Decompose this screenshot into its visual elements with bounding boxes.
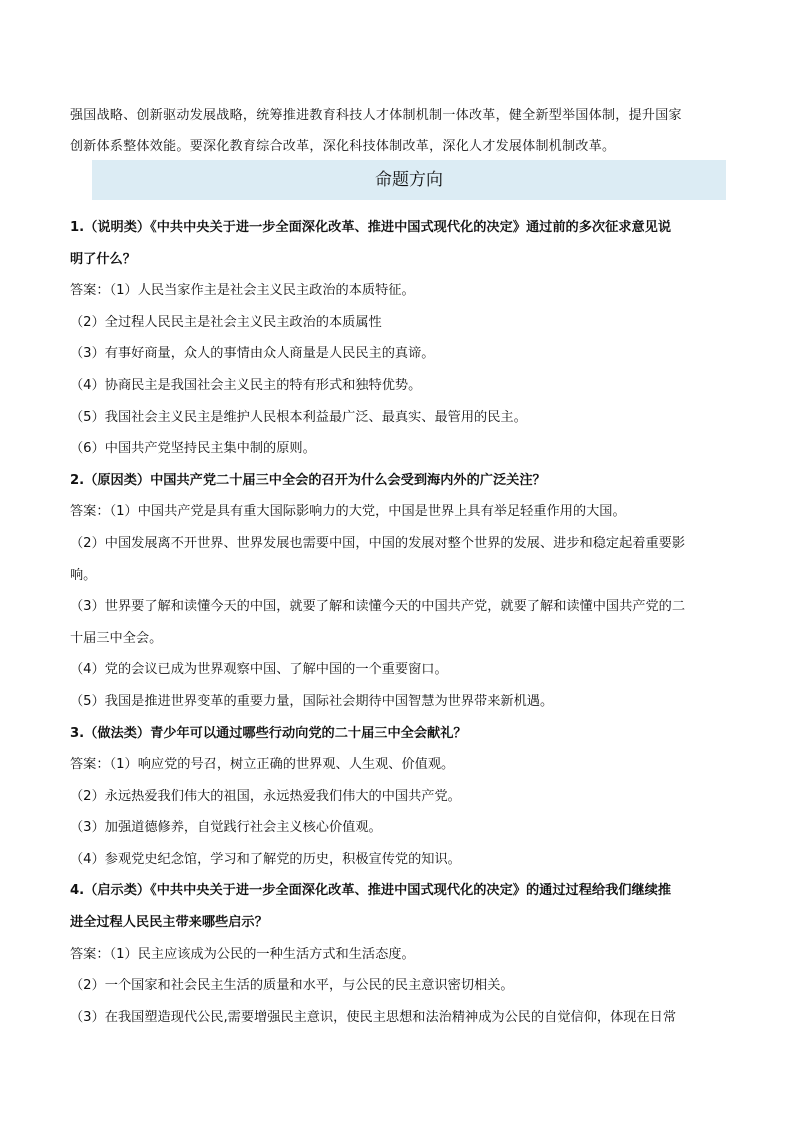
answer-line: （2）一个国家和社会民主生活的质量和水平，与公民的民主意识密切相关。 [70,978,514,994]
question-list [70,212,726,1033]
answer-line: 答案：（1）人民当家作主是社会主义民主政治的本质特征。 [70,283,415,299]
answer-line: 答案：（1）中国共产党是具有重大国际影响力的大党，中国是世界上具有举足轻重作用的大国。 [70,504,626,520]
answer-line: （3）世界要了解和读懂今天的中国，就要了解和读懂今天的中国共产党，就要了解和读懂中国共产党的二 [70,599,686,615]
section-banner: 命题方向 [92,160,726,200]
answer-line: （2）全过程人民民主是社会主义民主政治的本质属性 [70,314,382,330]
question-line: 进全过程人民民主带来哪些启示？ [70,915,268,931]
answer-line: （3）有事好商量，众人的事情由众人商量是人民民主的真谛。 [70,346,435,362]
answer-line: 十届三中全会。 [70,630,163,646]
answer-line: 响。 [70,567,97,583]
answer-line: （2）中国发展离不开世界、世界发展也需要中国，中国的发展对整个世界的发展、进步和稳定起着重要影 [70,535,686,551]
answer-line: （3）加强道德修养，自觉践行社会主义核心价值观。 [70,820,382,836]
answer-line: （4）协商民主是我国社会主义民主的特有形式和独特优势。 [70,377,422,393]
answer-line: （4）参观党史纪念馆，学习和了解党的历史，积极宣传党的知识。 [70,851,461,867]
intro-paragraph [70,100,726,162]
answer-line: （2）永远热爱我们伟大的祖国，永远热爱我们伟大的中国共产党。 [70,788,461,804]
question-line: 4.（启示类）《中共中央关于进一步全面深化改革、推进中国式现代化的决定》的通过过程给我们继续推 [70,883,672,899]
answer-line: （6）中国共产党坚持民主集中制的原则。 [70,441,316,457]
question-line: 2.（原因类）中国共产党二十届三中全会的召开为什么会受到海内外的广泛关注？ [70,472,546,488]
answer-line: （5）我国是推进世界变革的重要力量，国际社会期待中国智慧为世界带来新机遇。 [70,693,554,709]
question-line: 1.（说明类）《中共中央关于进一步全面深化改革、推进中国式现代化的决定》通过前的多次征求意见说 [70,220,672,235]
intro-line: 创新体系整体效能。要深化教育综合改革，深化科技体制改革，深化人才发展体制机制改革。 [70,139,616,154]
answer-line: 答案：（1）民主应该成为公民的一种生活方式和生活态度。 [70,946,415,962]
intro-line: 强国战略、创新驱动发展战略，统筹推进教育科技人才体制机制一体改革，健全新型举国体制，提升国家 [70,108,682,123]
answer-line: （5）我国社会主义民主是维护人民根本利益最广泛、最真实、最管用的民主。 [70,409,527,425]
answer-line: 答案：（1）响应党的号召，树立正确的世界观、人生观、价值观。 [70,757,455,773]
question-line: 明了什么？ [70,251,136,267]
answer-line: （4）党的会议已成为世界观察中国、了解中国的一个重要窗口。 [70,662,448,678]
question-line: 3.（做法类）青少年可以通过哪些行动向党的二十届三中全会献礼？ [70,725,467,741]
answer-line: （3）在我国塑造现代公民,需要增强民主意识，使民主思想和法治精神成为公民的自觉信仰，体现在日常 [70,1009,677,1025]
